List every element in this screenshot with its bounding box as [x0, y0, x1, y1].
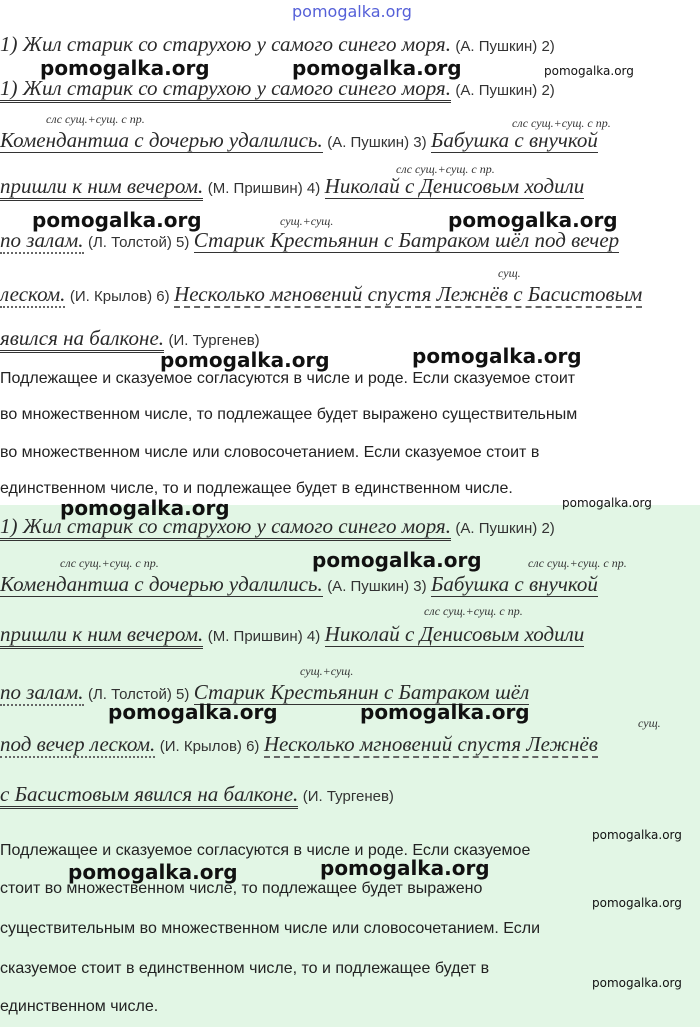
- sentence: леском.: [0, 282, 66, 306]
- author: (А. Пушкин) 3): [327, 578, 427, 595]
- sentence: Старик Крестьянин с Батраком шёл под вечер: [193, 228, 620, 252]
- watermark: pomogalka.org: [60, 496, 230, 520]
- sentence: 1) Жил старик со старухою у самого синего моря.: [0, 514, 451, 541]
- sentence: Комендантша с дочерью удалились.: [0, 572, 323, 596]
- annotation: слс сущ.+сущ. с пр.: [396, 162, 495, 176]
- annotation: слс сущ.+сущ. с пр.: [60, 556, 159, 570]
- sentence: с Басистовым явился на балконе.: [0, 782, 298, 809]
- author: (И. Тургенев): [302, 788, 394, 805]
- watermark: pomogalka.org: [448, 208, 618, 232]
- top-line-3: [0, 174, 584, 199]
- sentence: Николай с Денисовым ходили: [324, 174, 585, 198]
- bottom-paragraph-line: сказуемое стоит в единственном числе, то и подлежащее будет в: [0, 960, 490, 977]
- watermark: pomogalka.org: [108, 700, 278, 724]
- watermark: pomogalka.org: [320, 856, 490, 880]
- author: (А. Пушкин) 2): [455, 520, 555, 537]
- watermark: pomogalka.org: [312, 548, 482, 572]
- author: (М. Пришвин) 4): [207, 180, 321, 197]
- bottom-line-5: [0, 732, 598, 757]
- site-title[interactable]: pomogalka.org: [292, 2, 412, 21]
- annotation: сущ.+сущ.: [280, 214, 334, 228]
- annotation: сущ.+сущ.: [300, 664, 354, 678]
- sentence: Старик Крестьянин с Батраком шёл: [193, 680, 530, 704]
- faded-line: [0, 32, 555, 57]
- watermark: pomogalka.org: [68, 860, 238, 884]
- sentence: явился на балконе.: [0, 326, 164, 353]
- sentence: Бабушка с внучкой: [431, 128, 598, 152]
- sentence: Комендантша с дочерью удалились.: [0, 128, 323, 152]
- author: (Л. Толстой) 5): [87, 686, 190, 703]
- sentence: Николай с Денисовым ходили: [324, 622, 585, 646]
- watermark: pomogalka.org: [40, 56, 210, 80]
- sentence: Бабушка с внучкой: [431, 572, 598, 596]
- author: (А. Пушкин) 3): [327, 134, 427, 151]
- author: (М. Пришвин) 4): [207, 628, 321, 645]
- sentence: Несколько мгновений спустя Лежнёв: [263, 732, 598, 756]
- watermark: pomogalka.org: [544, 64, 634, 78]
- annotation: слс сущ.+сущ. с пр.: [46, 112, 145, 126]
- watermark: pomogalka.org: [592, 976, 682, 990]
- annotation: сущ.: [498, 266, 521, 280]
- author: (А. Пушкин) 2): [455, 82, 555, 99]
- top-paragraph-line: во множественном числе или словосочетанием. Если сказуемое стоит в: [0, 444, 540, 461]
- watermark: pomogalka.org: [360, 700, 530, 724]
- author: (И. Крылов) 6): [159, 738, 260, 755]
- sentence: под вечер леском.: [0, 732, 156, 756]
- bottom-paragraph-line: единственном числе.: [0, 998, 159, 1015]
- annotation: слс сущ.+сущ. с пр.: [424, 604, 523, 618]
- bottom-paragraph-line: стоит во множественном числе, то подлежащее будет выражено: [0, 880, 483, 897]
- sentence: Несколько мгновений спустя Лежнёв с Басистовым: [174, 282, 643, 306]
- top-paragraph-line: единственном числе, то и подлежащее будет в единственном числе.: [0, 480, 513, 497]
- sentence: по залам.: [0, 228, 84, 252]
- sentence: пришли к ним вечером.: [0, 174, 203, 201]
- author: (И. Крылов) 6): [69, 288, 170, 305]
- watermark: pomogalka.org: [32, 208, 202, 232]
- sentence: по залам.: [0, 680, 84, 704]
- bottom-paragraph-line: существительным во множественном числе или словосочетанием. Если: [0, 920, 541, 937]
- faded-sentence: 1) Жил старик со старухою у самого синего моря.: [0, 32, 451, 56]
- top-line-5: [0, 282, 642, 307]
- watermark: pomogalka.org: [592, 828, 682, 842]
- watermark: pomogalka.org: [412, 344, 582, 368]
- bottom-line-2: [0, 572, 598, 597]
- top-paragraph-line: Подлежащее и сказуемое согласуются в числе и роде. Если сказуемое стоит: [0, 370, 576, 387]
- annotation: слс сущ.+сущ. с пр.: [528, 556, 627, 570]
- top-paragraph-line: во множественном числе, то подлежащее будет выражено существительным: [0, 406, 578, 423]
- faded-author: (А. Пушкин) 2): [455, 38, 555, 55]
- bottom-line-6: [0, 782, 394, 807]
- watermark: pomogalka.org: [592, 896, 682, 910]
- sentence: пришли к ним вечером.: [0, 622, 203, 649]
- author: (Л. Толстой) 5): [87, 234, 190, 251]
- annotation: слс сущ.+сущ. с пр.: [512, 116, 611, 130]
- bottom-line-3: [0, 622, 584, 647]
- sentence: 1) Жил старик со старухою у самого синего моря.: [0, 76, 451, 103]
- watermark: pomogalka.org: [292, 56, 462, 80]
- watermark: pomogalka.org: [160, 348, 330, 372]
- author: (И. Тургенев): [168, 332, 260, 349]
- bottom-paragraph-line: Подлежащее и сказуемое согласуются в числе и роде. Если сказуемое: [0, 842, 531, 859]
- watermark: pomogalka.org: [562, 496, 652, 510]
- top-line-2: [0, 128, 598, 153]
- annotation: сущ.: [638, 716, 661, 730]
